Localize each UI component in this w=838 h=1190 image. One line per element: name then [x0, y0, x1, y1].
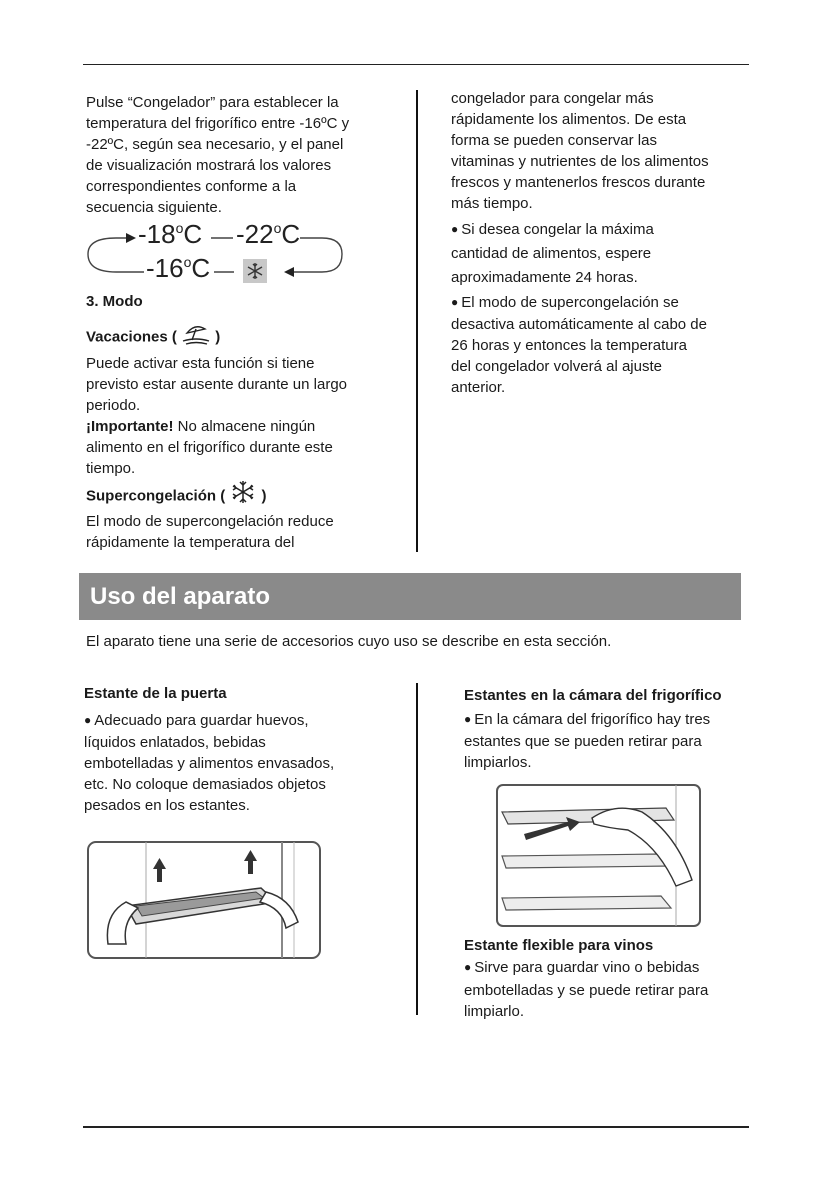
intro-line: Pulse “Congelador” para establecer la [86, 94, 339, 111]
continued-line: rápidamente los alimentos. De esta [451, 111, 687, 128]
wine-shelf-section [464, 935, 754, 1022]
right-column-top [451, 88, 741, 398]
temp-minus-16: -16$^o$C [146, 253, 211, 283]
fridge-shelf-illustration [496, 784, 701, 927]
intro-line: correspondientes conforme a la [86, 178, 297, 195]
snowflake-icon [229, 479, 257, 514]
sequence-arrows [86, 219, 351, 288]
important-line: ¡Importante! No almacene ningún [86, 418, 316, 435]
temp-minus-18: -18$^o$C [138, 219, 203, 249]
important-label: ¡Importante! [86, 418, 174, 435]
continued-line: más tiempo. [451, 195, 533, 212]
door-shelf-text: ● Adecuado para guardar huevos, líquidos enlatados, bebidas embotelladas y alimentos envasados, etc. No coloque demasiados objetos pesados en los estantes. [84, 710, 404, 816]
continued-line: vitaminas y nutrientes de los alimentos [451, 153, 709, 170]
intro-line: secuencia siguiente. [86, 199, 222, 216]
umbrella-icon [181, 321, 211, 354]
vacation-line: Puede activar esta función si tiene [86, 355, 315, 372]
intro-line: temperatura del frigorífico entre -16ºC y [86, 115, 350, 132]
vacation-line: periodo. [86, 397, 141, 414]
mode-heading: 3. Modo [86, 293, 143, 310]
wine-shelf-text: ● Sirve para guardar vino o bebidas embotelladas y se puede retirar para limpiarlo. [464, 957, 754, 1022]
temp-minus-22: -22$^o$C [236, 219, 301, 249]
intro-line: -22ºC, según sea necesario, y el panel [86, 136, 344, 153]
column-divider-top [416, 90, 418, 552]
continued-line: forma se pueden conservar las [451, 132, 657, 149]
left-column-top [86, 92, 411, 218]
section-banner: Uso del aparato [79, 573, 741, 620]
intro-line: de visualización mostrará los valores [86, 157, 332, 174]
bullet-max-freeze: ● Si desea congelar la máxima cantidad de alimentos, espere aproximadamente 24 horas. [451, 218, 741, 290]
door-shelf-heading: Estante de la puerta [84, 685, 227, 702]
fridge-shelves-heading: Estantes en la cámara del frigorífico [464, 687, 722, 704]
important-line: tiempo. [86, 460, 136, 477]
temperature-sequence-diagram [86, 219, 351, 288]
section-intro: El aparato tiene una serie de accesorios cuyo uso se describe en esta sección. [86, 633, 612, 650]
bottom-rule [83, 1126, 749, 1128]
bullet-auto-deactivate: ● El modo de supercongelación se desactiva automáticamente al cabo de 26 horas y entonces la temperatura del congelador volverá al ajuste anterior. [451, 292, 741, 398]
superfreeze-line: rápidamente la temperatura del [86, 534, 295, 551]
fridge-shelves-section [464, 685, 754, 773]
fridge-shelves-text: ● En la cámara del frigorífico hay tres estantes que se pueden retirar para limpiarlos. [464, 709, 754, 773]
superfreeze-line: El modo de supercongelación reduce [86, 513, 334, 530]
vacation-line: previsto estar ausente durante un largo [86, 376, 347, 393]
left-column-modes [86, 291, 411, 553]
continued-line: congelador para congelar más [451, 90, 654, 107]
door-shelf-section [84, 683, 404, 816]
top-rule [83, 64, 749, 65]
snowflake-icon [243, 259, 267, 283]
superfreeze-title: Supercongelación ( ) [86, 479, 411, 505]
important-line: alimento en el frigorífico durante este [86, 439, 333, 456]
door-shelf-illustration [86, 836, 322, 960]
continued-line: frescos y mantenerlos frescos durante [451, 174, 706, 191]
column-divider-bottom [416, 683, 418, 1015]
vacation-title: Vacaciones ( ) [86, 321, 411, 347]
wine-shelf-heading: Estante flexible para vinos [464, 937, 654, 954]
